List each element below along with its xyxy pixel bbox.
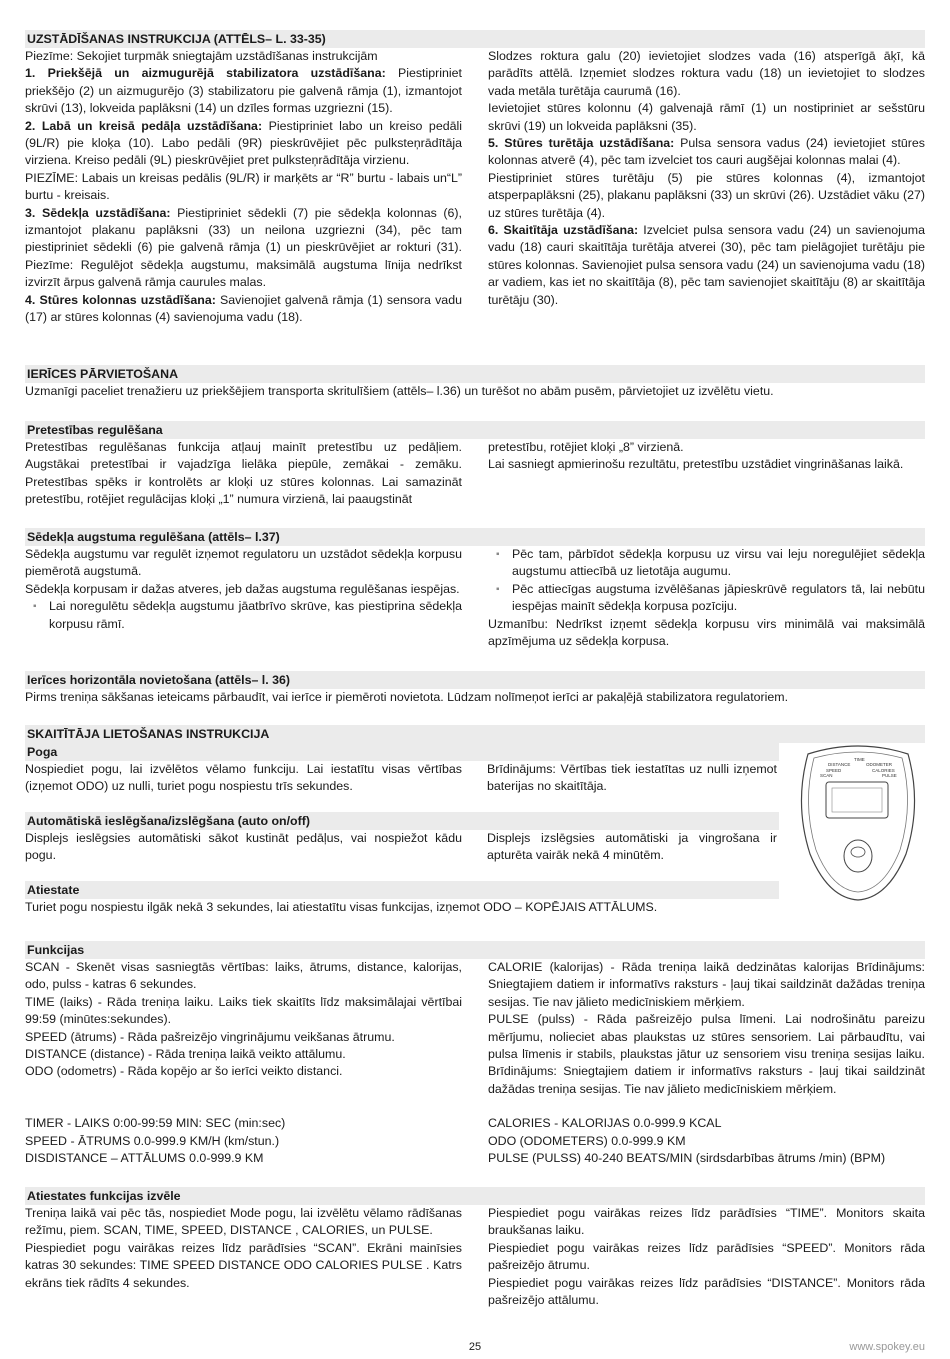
step-heading: 1. Priekšējā un aizmugurējā stabilizatora uzstādīšana: <box>25 66 386 81</box>
section-title: SKAITĪTĀJA LIETOŠANAS INSTRUKCIJA <box>25 725 925 743</box>
paragraph: Piespiediet pogu vairākas reizes līdz parādīsies “TIME”. Monitors skaita braukšanas laiku. <box>488 1206 925 1238</box>
functions-left-column <box>25 959 462 1098</box>
step-text: Piestipriniet labo un kreiso pedāli (9L/R) pie kloķa (10). Labo pedāli (9R) pieskrūvējiet pēc pulksteņrādītāja virziena. Kreiso pedāli (9L) pieskrūvējiet pret pulksteņrādītāja virzienu. <box>25 118 462 168</box>
paragraph: CALORIES - KALORIJAS 0.0-999.9 KCAL <box>488 1116 722 1131</box>
page-number: 25 <box>468 1341 482 1353</box>
paragraph: Piespiediet pogu vairākas reizes līdz parādīsies “SCAN”. Ekrāni mainīsies katras 30 sekundes: TIME SPEED DISTANCE ODO CALORIES PULSE . Katrs ekrāns tiek rādīts 4 sekundes. <box>25 1240 462 1290</box>
paragraph <box>25 48 462 65</box>
paragraph: pretestību, rotējiet kloķi „8” virzienā. <box>488 440 684 454</box>
paragraph: PULSE (pulss) - Rāda pašreizējo pulsa līmeni. Lai nodrošinātu pareizu mērījumu, nolieciet abas plaukstas uz stūres sensoriem. Lai pārbaudītu, vai pulsa līmenis ir stabils, plaukstas jātur uz sensoriem visu treniņa sesijas laiku. Brīdinājums: Sniegtajiem datiem ir informatīvs raksturs - ļauj tikai saildzināt dažādas treniņa sesijas. Tie nav jālieto medicīniskiem mērķiem. <box>488 1012 925 1096</box>
paragraph: Pretestības regulēšanas funkcija atļauj mainīt pretestību uz pedāļiem. Augstākai pretestībai ir vajadzīga lielāka piepūle, zemākai - zemāku. Pretestības spēks ir kontrolēts ar kloķi uz stūres kolonnas. Lai samazināt pretestību, rotējiet regulācijas kloķi „1” numura virzienā, lai paaugstināt <box>25 440 462 507</box>
device-label: SPEED <box>826 768 842 773</box>
step-text: Piezīme: Sekojiet turpmāk sniegtajām uzstādīšanas instrukcijām <box>25 49 378 63</box>
step-text: Ievietojiet stūres kolonnu (4) galvenajā rāmī (1) un nostipriniet ar sešstūru skrūvi (19) un lokveida paplāksni (35). <box>488 101 925 133</box>
step-text: Piestipriniet priekšējo (2) un aizmugurējo (3) stabilizatoru pie galvenā rāmja (1), izmantojot skrūvi (13), lokveida paplāksni (14) un dzīles formas uzgriezni (15). <box>25 66 462 116</box>
section-installation <box>25 30 925 327</box>
device-label: PULSE <box>882 773 897 778</box>
paragraph <box>25 65 462 117</box>
paragraph <box>488 100 925 135</box>
step-text: Piestipriniet sēdekli (7) pie sēdekļa kolonnas (6), izmantojot plakanu paplāksni (33) un neilona uzgriezni (34), pēc tam piestipriniet sēdekli (6) pie galvenā rāmja (1) un pieskrūvējiet ar rokturi (31). Piezīme: Regulējot sēdekļa augstumu, maksimālā augstuma līnija nedrīkst izvirzīt ārpus galvenā rāmja caurules malas. <box>25 205 462 290</box>
functions-right-column <box>488 959 925 1098</box>
paragraph: SPEED (ātrums) - Rāda pašreizējo vingrinājumu veikšanas ātrumu. <box>25 1029 395 1044</box>
paragraph: Piespiediet pogu vairākas reizes līdz parādīsies “SPEED”. Monitors rāda pašreizējo ātrumu. <box>488 1240 925 1273</box>
paragraph <box>488 170 925 222</box>
paragraph: SPEED - ĀTRUMS 0.0-999.9 KM/H (km/stun.) <box>25 1133 280 1148</box>
paragraph <box>25 170 462 205</box>
paragraph: Pirms treniņa sākšanas ieteicams pārbaudīt, vai ierīce ir piemēroti novietota. Lūdzam nolīmeņot ierīci ar pakaļējā stabilizatora regulatoriem. <box>25 690 789 704</box>
paragraph <box>488 48 925 100</box>
device-label: SCAN <box>820 773 833 778</box>
paragraph: Turiet pogu nospiestu ilgāk nekā 3 sekundes, lai atiestatītu visas funkcijas, izņemot ODO – KOPĒJAIS ATTĀLUMS. <box>25 899 658 914</box>
paragraph: SCAN - Skenēt visas sasniegtās vērtības: laiks, ātrums, distance, kalorijas, odo, pulss - katras 6 sekundes. <box>25 960 462 992</box>
paragraph: Uzmanību: Nedrīkst izņemt sēdekļa korpusu virs minimālā vai maksimālā apzīmējuma uz sēdekļa korpusa. <box>488 616 925 649</box>
device-label: DISTANCE <box>828 762 851 767</box>
paragraph: Nospiediet pogu, lai izvēlētos vēlamo funkciju. Lai iestatītu visas vērtības (izņemot ODO) uz nulli, turiet pogu nospiestu trīs sekundes. <box>25 762 462 794</box>
paragraph: TIMER - LAIKS 0:00-99:59 MIN: SEC (min:sec) <box>25 1116 286 1131</box>
meter-illustration <box>788 744 928 904</box>
step-heading: 6. Skaitītāja uzstādīšana: <box>488 223 639 238</box>
step-text: Piestipriniet stūres turētāju (5) pie stūres kolonnas (4), izmantojot atsperpaplāksni (25), plakanu paplāksni (33) un skrūvi (26). Uzstādiet vāku (27) uz stūres turētāja (4). <box>488 170 925 220</box>
paragraph <box>488 222 925 309</box>
paragraph <box>25 118 462 170</box>
section-title: UZSTĀDĪŠANAS INSTRUKCIJA (ATTĒLS– L. 33-35) <box>25 30 925 48</box>
paragraph: Displejs izslēgsies automātiski ja vingrošana ir apturēta vairāk nekā 4 minūtēm. <box>487 830 777 863</box>
step-heading: 5. Stūres turētāja uzstādīšana: <box>488 136 675 151</box>
paragraph: Lai sasniegt apmierinošu rezultātu, pretestību uzstādiet vingrināšanas laikā. <box>488 457 904 472</box>
section-functions <box>25 941 925 1167</box>
paragraph: ODO (ODOMETERS) 0.0-999.9 KM <box>488 1133 686 1148</box>
list-item: ▪ Lai noregulētu sēdekļa augstumu jāatbrīvo skrūve, kas piestiprina sēdekļa korpusu rāmī. <box>43 598 462 633</box>
list-item: ▪ Pēc tam, pārbīdot sēdekļa korpusu uz virsu vai leju noregulējiet sēdekļa augstumu attiecībā uz lietotāja augumu. <box>506 546 925 581</box>
section-seat-height <box>25 528 925 650</box>
section-moving <box>25 365 925 400</box>
list-item: ▪ Pēc attiecīgas augstuma izvēlēšanas jāpieskrūvē regulators tā, lai nebūtu iespējas mainīt sēdekļa korpusa pozīciju. <box>506 581 925 616</box>
section-title: Ierīces horizontāla novietošana (attēls– l. 36) <box>25 671 925 689</box>
subsection-title: Poga <box>25 743 779 761</box>
specs-left-column <box>25 1115 462 1167</box>
section-reset-selection <box>25 1187 925 1309</box>
paragraph <box>25 205 462 292</box>
paragraph: Sēdekļa korpusam ir dažas atveres, jeb dažas augstuma regulēšanas iespējas. <box>25 581 460 596</box>
paragraph: TIME (laiks) - Rāda treniņa laiku. Laiks tiek skaitīts līdz maksimālajai vērtībai 99:59 (minūtes:sekundes). <box>25 994 462 1027</box>
step-heading: 4. Stūres kolonnas uzstādīšana: <box>25 292 216 307</box>
paragraph <box>25 292 462 327</box>
paragraph: Piespiediet pogu vairākas reizes līdz parādīsies “DISTANCE”. Monitors rāda pašreizējo attālumu. <box>488 1275 925 1308</box>
step-heading: 2. Labā un kreisā pedāļa uzstādīšana: <box>25 118 263 133</box>
section-leveling <box>25 671 925 706</box>
paragraph <box>488 135 925 170</box>
step-heading: 3. Sēdekļa uzstādīšana: <box>25 205 171 220</box>
device-label: CALORIES <box>872 768 895 773</box>
step-text: Pulsa sensora vadus (24) ievietojiet stūres kolonnas atverē (4), pēc tam izvelciet tos cauri augšējai kolonnas malai (4). <box>488 136 925 168</box>
step-text: PIEZĪME: Labais un kreisas pedālis (9L/R) ir marķēts ar “R” burtu - labais un“L” burtu - kreisais. <box>25 170 462 203</box>
section-title: Atiestates funkcijas izvēle <box>25 1187 925 1205</box>
specs-right-column <box>488 1115 925 1167</box>
section-title: Sēdekļa augstuma regulēšana (attēls– l.37) <box>25 528 925 546</box>
paragraph: ODO (odometrs) - Rāda kopējo ar šo ierīci veikto distanci. <box>25 1064 343 1079</box>
installation-right-column <box>488 48 925 327</box>
paragraph: Treniņa laikā vai pēc tās, nospiediet Mode pogu, lai izvēlētu vēlamo rādīšanas režīmu, piem. SCAN, TIME, SPEED, DISTANCE , CALORIES, un PULSE. <box>25 1206 462 1238</box>
paragraph: Displejs ieslēgsies automātiski sākot kustināt pedāļus, vai nospiežot kādu pogu. <box>25 830 462 863</box>
section-title: Pretestības regulēšana <box>25 421 925 439</box>
step-text: Izvelciet pulsa sensora vadu (24) un savienojuma vadu (18) cauri skaitītāja turētāja atverei (30), pēc tam pielāgojiet turētāju pie stūres kolonnas. Savienojiet pulsa sensora vadu (24) un savienojuma vadu (18) ar vadiem, kas iet no skaitītāja (8), pēc tam savienojiet skaitītāju (8) ar skaitītāja turētāju (30). <box>488 223 925 307</box>
subsection-title: Atiestate <box>25 881 779 899</box>
paragraph: Uzmanīgi paceliet trenažieru uz priekšējiem transporta skritulīšiem (attēls– l.36) un turēšot no abām pusēm, pārvietojiet uz izvēlētu vietu. <box>25 384 774 398</box>
paragraph: Brīdinājums: Vērtības tiek iestatītas uz nulli izņemot baterijas no skaitītāja. <box>487 762 777 794</box>
step-text: Savienojiet galvenā rāmja (1) sensora vadu (17) ar stūres kolonnas (4) savienojuma vadu (18). <box>25 292 462 325</box>
subsection-title: Automātiskā ieslēgšana/izslēgšana (auto on/off) <box>25 812 779 830</box>
installation-left-column <box>25 48 462 327</box>
section-title: IERĪCES PĀRVIETOŠANA <box>25 365 925 383</box>
device-label: TIME <box>854 757 865 762</box>
section-title: Funkcijas <box>25 941 925 959</box>
step-text: Slodzes roktura galu (20) ievietojiet slodzes vada (16) atsperīgā āķī, kā parādīts attēlā. Izņemiet slodzes roktura vadu (18) un ievietojiet to slodzes vada metāla turētāja caurumā (16). <box>488 49 925 98</box>
paragraph: PULSE (PULSS) 40-240 BEATS/MIN (sirdsdarbības ātrums /min) (BPM) <box>488 1151 886 1166</box>
paragraph: CALORIE (kalorijas) - Rāda treniņa laikā dedzinātas kalorijas Brīdinājums: Sniegtajiem datiem ir informatīvs raksturs - ļauj tikai saildzināt dažādas treniņa sesijas. Tie nav jālieto medicīniskiem mērķiem. <box>488 960 925 1009</box>
website-url: www.spokey.eu <box>849 1341 925 1353</box>
paragraph: Sēdekļa augstumu var regulēt izņemot regulatoru un uzstādot sēdekļa korpusu piemērotā augstumā. <box>25 547 462 579</box>
paragraph: DISTANCE (distance) - Rāda treniņa laikā veikto attālumu. <box>25 1047 346 1062</box>
paragraph: DISDISTANCE – ATTĀLUMS 0.0-999.9 KM <box>25 1151 264 1166</box>
section-resistance <box>25 421 925 509</box>
device-label: ODOMETER <box>866 762 893 767</box>
